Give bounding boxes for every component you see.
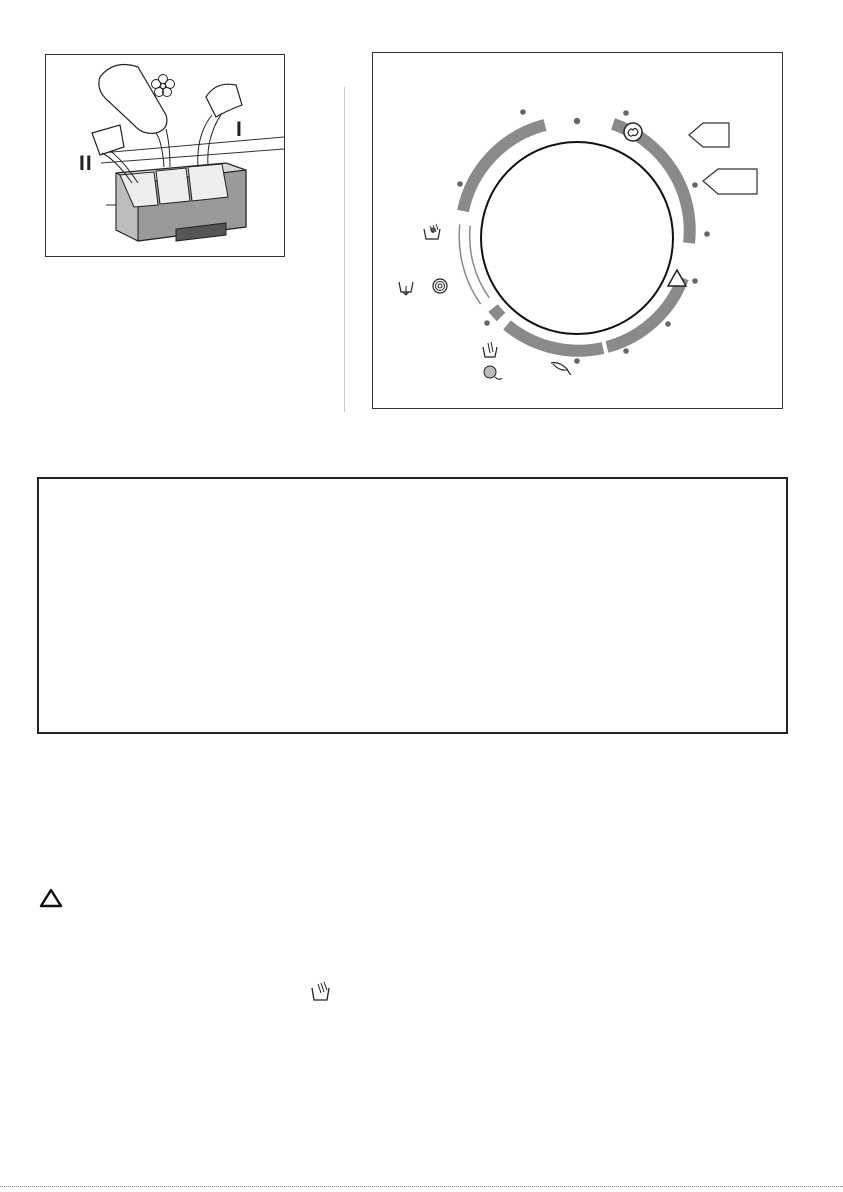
feather-icon [549,359,573,377]
rinse-icon [422,223,442,241]
detergent-drawer-illustration [45,54,285,257]
tag-label-1 [689,123,729,147]
spin-icon [431,277,449,295]
program-arc-5 [493,308,501,317]
cotton-icon [620,121,646,143]
rinse-icon-inline [309,980,333,1002]
hand-wash-icon [481,341,499,359]
info-box [37,477,788,734]
warning-triangle-icon [38,887,64,909]
drain-icon [397,279,415,297]
compartment-label-2: II [79,152,93,175]
flower-icon [150,73,176,99]
compartment-label-1: I [236,118,242,141]
column-divider [344,87,345,412]
tag-label-2 [703,169,757,194]
dial-knob [481,142,673,334]
page-bottom-rule [0,1186,843,1189]
wool-icon [481,363,503,383]
program-dial-illustration [372,52,783,409]
delicate-triangle-icon [665,267,689,289]
